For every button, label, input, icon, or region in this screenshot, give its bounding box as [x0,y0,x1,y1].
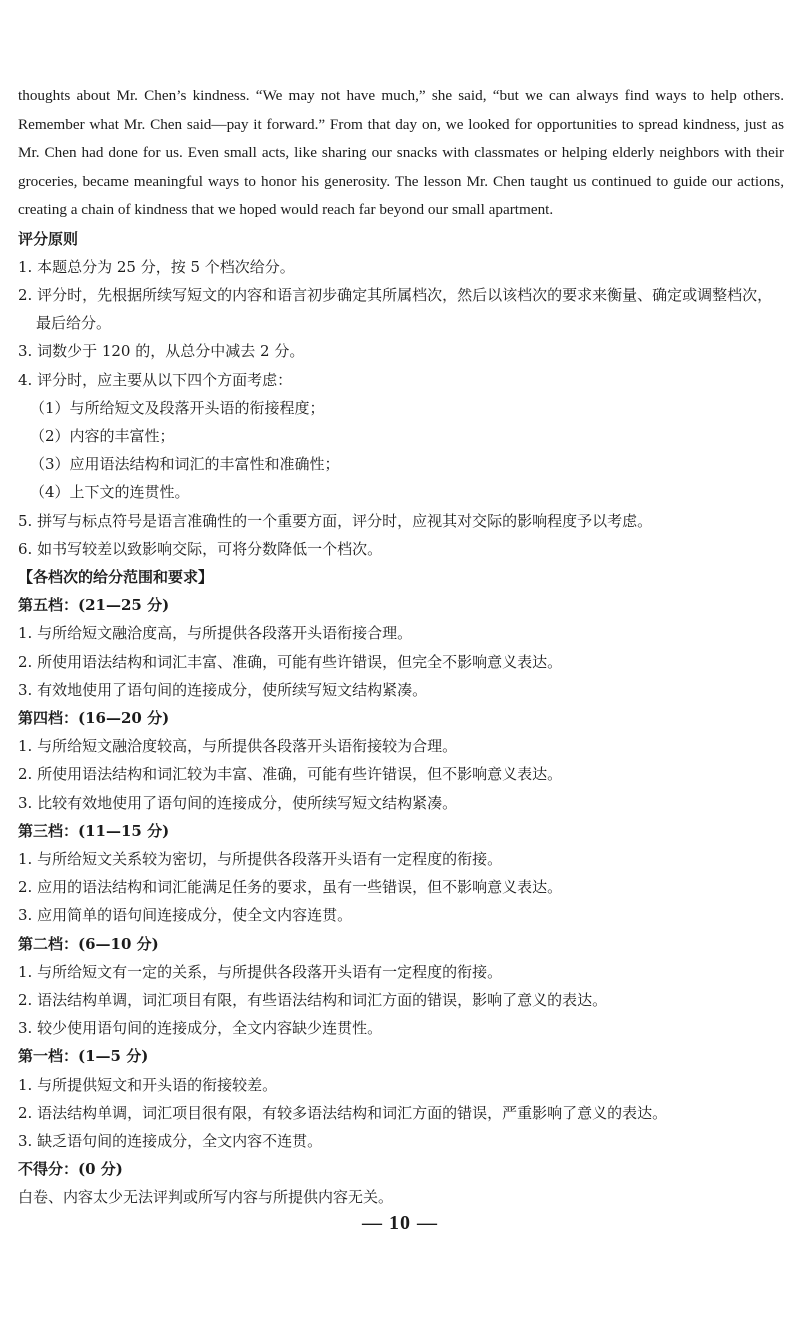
tier-3-item-1: 1. 与所给短文关系较为密切，与所提供各段落开头语有一定程度的衔接。 [18,849,503,868]
tier-2-item-3: 3. 较少使用语句间的连接成分，全文内容缺少连贯性。 [18,1019,383,1038]
tier-4-item-2: 2. 所使用语法结构和词汇较为丰富、准确，可能有些许错误，但不影响意义表达。 [18,765,563,784]
tier-0-title: 不得分：(0 分) [18,1160,123,1179]
tier-3-title: 第三档：(11—15 分) [18,821,170,840]
tier-1-item-2: 2. 语法结构单调，词汇项目很有限，有较多语法结构和词汇方面的错误，严重影响了意义的表达。 [18,1103,668,1122]
principle-subitem-2: （2）内容的丰富性； [30,426,175,445]
page-content [18,82,784,1212]
score-levels-section [18,563,784,1212]
tier-4-item-1: 1. 与所给短文融洽度较高，与所提供各段落开头语衔接较为合理。 [18,737,458,756]
tier-5-item-1: 1. 与所给短文融洽度高，与所提供各段落开头语衔接合理。 [18,624,413,643]
principle-subitem-1: （1）与所给短文及段落开头语的衔接程度； [30,398,325,417]
principle-item-6: 6. 如书写较差以致影响交际，可将分数降低一个档次。 [18,539,383,558]
tier-5-item-2: 2. 所使用语法结构和词汇丰富、准确，可能有些许错误，但完全不影响意义表达。 [18,652,563,671]
principle-item-2: 2. 评分时，先根据所续写短文的内容和语言初步确定其所属档次，然后以该档次的要求来衡量、确定或调整档次， [18,285,773,304]
principle-item-3: 3. 词数少于 120 的，从总分中减去 2 分。 [18,342,305,361]
tier-0-item-1: 白卷、内容太少无法评判或所写内容与所提供内容无关。 [18,1188,394,1207]
principles-heading: 评分原则 [18,229,79,248]
principle-item-1: 1. 本题总分为 25 分，按 5 个档次给分。 [18,257,295,276]
principle-item-4: 4. 评分时，应主要从以下四个方面考虑： [18,370,293,389]
tier-2-title: 第二档：(6—10 分) [18,934,159,953]
principle-item-2-continued: 最后给分。 [36,314,112,333]
essay-paragraph: thoughts about Mr. Chen’s kindness. “We may not have much,” she said, “but we can always find ways to help others. Remember what Mr. Chen said—pay it forward.” From that day on, we looked for opportunities to spread kindness, just as Mr. Chen had done for us. Even small acts, like sharing our snacks with classmates or helping elderly neighbors with their groceries, became meaningful ways to honor his generosity. The lesson Mr. Chen taught us continued to guide our actions, creating a chain of kindness that we hoped would reach far beyond our small apartment. [18,87,784,218]
tier-1-item-3: 3. 缺乏语句间的连接成分，全文内容不连贯。 [18,1132,323,1150]
tier-5-item-3: 3. 有效地使用了语句间的连接成分，使所续写短文结构紧凑。 [18,680,428,699]
tier-4-item-3: 3. 比较有效地使用了语句间的连接成分，使所续写短文结构紧凑。 [18,793,458,812]
tier-5-title: 第五档：(21—25 分) [18,596,170,615]
principle-item-5: 5. 拼写与标点符号是语言准确性的一个重要方面，评分时，应视其对交际的影响程度予以考虑。 [18,511,653,530]
tier-1-title: 第一档：(1—5 分) [18,1047,149,1066]
page-number: — 10 — [362,1212,438,1234]
levels-heading: 【各档次的给分范围和要求】 [18,567,214,586]
principle-subitem-4: （4）上下文的连贯性。 [30,483,190,502]
tier-4-title: 第四档：(16—20 分) [18,708,170,727]
scoring-principles-section [18,225,784,563]
tier-2-item-2: 2. 语法结构单调，词汇项目有限，有些语法结构和词汇方面的错误，影响了意义的表达。 [18,990,608,1009]
tier-3-item-2: 2. 应用的语法结构和词汇能满足任务的要求，虽有一些错误，但不影响意义表达。 [18,878,563,897]
tier-2-item-1: 1. 与所给短文有一定的关系，与所提供各段落开头语有一定程度的衔接。 [18,962,503,981]
principle-subitem-3: （3）应用语法结构和词汇的丰富性和准确性； [30,455,340,474]
tier-3-item-3: 3. 应用简单的语句间连接成分，使全文内容连贯。 [18,906,353,925]
tier-1-item-1: 1. 与所提供短文和开头语的衔接较差。 [18,1075,278,1094]
